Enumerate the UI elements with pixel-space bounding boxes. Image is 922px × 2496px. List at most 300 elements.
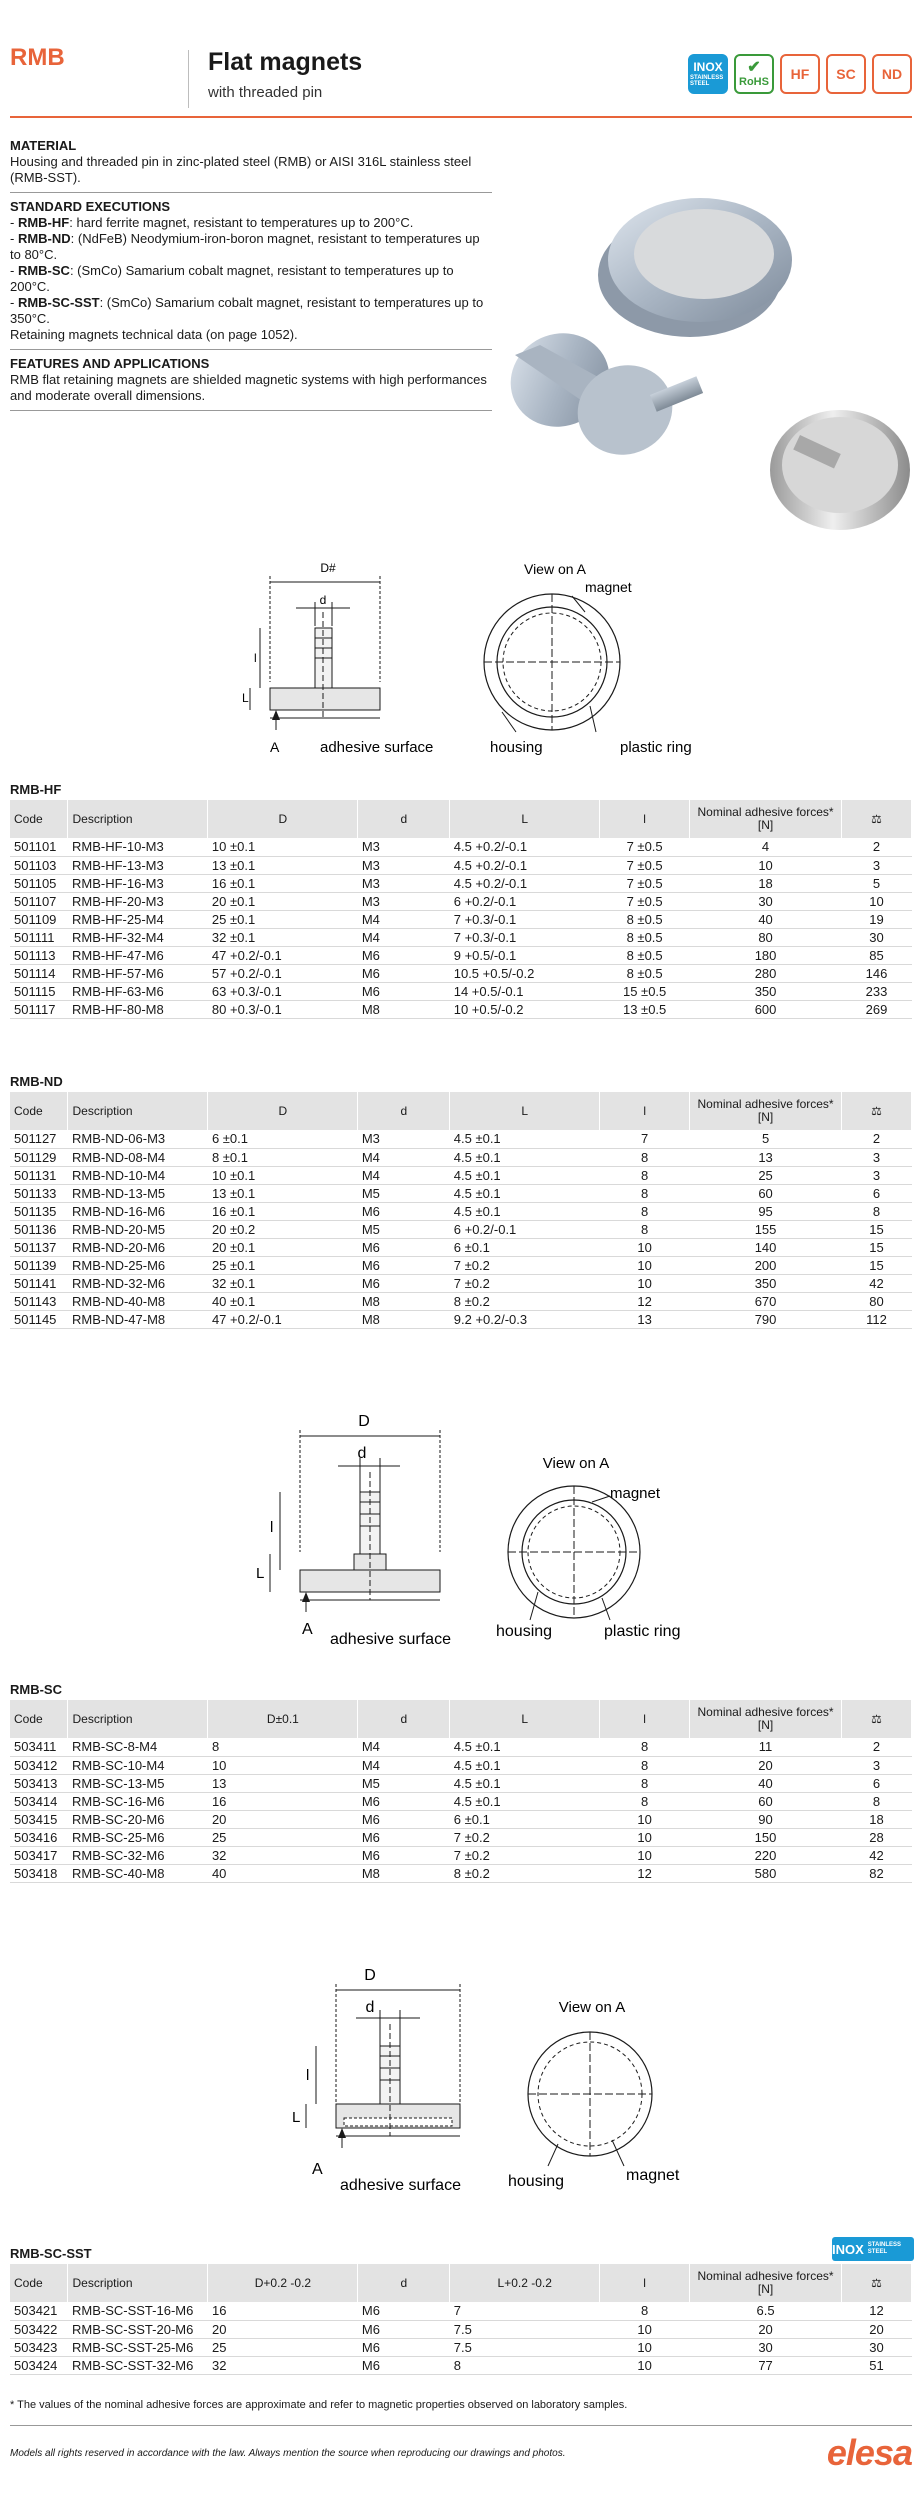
execution-item: - RMB-SC-SST: (SmCo) Samarium cobalt magnet, resistant to temperatures up to 350°C. xyxy=(10,295,484,326)
table-cell: RMB-ND-10-M4 xyxy=(68,1166,208,1184)
table-row xyxy=(10,1130,912,1148)
table-cell: RMB-HF-57-M6 xyxy=(68,964,208,982)
table-cell: 32 xyxy=(208,2356,358,2374)
table-row xyxy=(10,874,912,892)
table-cell: 4.5 +0.2/-0.1 xyxy=(450,838,600,856)
table-cell: 8 xyxy=(600,1756,690,1774)
weight-icon: ⚖ xyxy=(842,2264,912,2302)
table-cell: 10 xyxy=(690,856,842,874)
table-row xyxy=(10,2302,912,2320)
table-cell: 8 xyxy=(600,2302,690,2320)
table-row xyxy=(10,1792,912,1810)
column-header: L xyxy=(450,1700,600,1738)
table-cell: 8 ±0.5 xyxy=(600,964,690,982)
table-cell: 25 ±0.1 xyxy=(208,910,358,928)
table-row xyxy=(10,1292,912,1310)
table-cell: 670 xyxy=(690,1292,842,1310)
table-row xyxy=(10,1184,912,1202)
sc-badge: SC xyxy=(826,54,866,94)
table-row xyxy=(10,2338,912,2356)
adhesive-surface-label: adhesive surface xyxy=(340,2177,461,2194)
table-header-row xyxy=(10,2264,912,2302)
table-cell: 5 xyxy=(841,874,911,892)
table-cell: M4 xyxy=(358,910,450,928)
table-cell: 8 xyxy=(450,2356,600,2374)
table-cell: 8 xyxy=(600,1774,690,1792)
execution-item: - RMB-SC: (SmCo) Samarium cobalt magnet, resistant to temperatures up to 200°C. xyxy=(10,263,454,294)
table-cell: 15 xyxy=(842,1256,912,1274)
column-header: Description xyxy=(68,1700,208,1738)
table-row xyxy=(10,1000,912,1018)
table-cell: 501143 xyxy=(10,1292,68,1310)
table-cell: 13 ±0.1 xyxy=(208,1184,358,1202)
table-cell: 7 +0.3/-0.1 xyxy=(450,928,600,946)
table-cell: M8 xyxy=(358,1292,450,1310)
table-cell: 503416 xyxy=(10,1828,68,1846)
table-title-nd: RMB-ND xyxy=(10,1074,63,1089)
housing-label: housing xyxy=(490,739,543,756)
table-cell: RMB-ND-40-M8 xyxy=(68,1292,208,1310)
table-cell: 25 xyxy=(208,1828,358,1846)
table-cell: RMB-ND-20-M6 xyxy=(68,1238,208,1256)
table-cell: 32 ±0.1 xyxy=(208,1274,358,1292)
table-cell: M6 xyxy=(358,964,450,982)
dim-l-small: l xyxy=(306,2067,310,2084)
view-on-a-label: View on A xyxy=(558,1999,626,2016)
column-header: D xyxy=(208,800,358,838)
table-row xyxy=(10,2356,912,2374)
table-cell: 30 xyxy=(690,2338,842,2356)
table-cell: RMB-HF-20-M3 xyxy=(68,892,208,910)
executions-heading: STANDARD EXECUTIONS xyxy=(10,199,171,214)
info-panel xyxy=(10,138,492,417)
table-cell: 503418 xyxy=(10,1864,68,1882)
dim-d-big: D# xyxy=(320,561,336,575)
rohs-badge xyxy=(734,54,774,94)
table-cell: RMB-SC-8-M4 xyxy=(68,1738,208,1756)
table-cell: RMB-ND-08-M4 xyxy=(68,1148,208,1166)
table-cell: 40 xyxy=(208,1864,358,1882)
table-cell: 8 xyxy=(600,1166,690,1184)
table-cell: RMB-HF-10-M3 xyxy=(68,838,208,856)
magnet-label: magnet xyxy=(585,579,632,595)
column-header: D±0.1 xyxy=(208,1700,358,1738)
view-a-marker: A xyxy=(312,2161,323,2178)
view-on-a-label: View on A xyxy=(542,1455,610,1472)
table-cell: RMB-HF-32-M4 xyxy=(68,928,208,946)
table-cell: 15 ±0.5 xyxy=(600,982,690,1000)
table-cell: 18 xyxy=(690,874,842,892)
table-cell: 7 xyxy=(600,1130,690,1148)
table-cell: 8 xyxy=(208,1738,358,1756)
table-cell: 4.5 ±0.1 xyxy=(450,1202,600,1220)
table-cell: 4.5 ±0.1 xyxy=(450,1774,600,1792)
table-cell: 30 xyxy=(842,2338,912,2356)
table-cell: 10.5 +0.5/-0.2 xyxy=(450,964,600,982)
table-cell: RMB-SC-10-M4 xyxy=(68,1756,208,1774)
table-cell: RMB-ND-20-M5 xyxy=(68,1220,208,1238)
table-cell: 7 ±0.2 xyxy=(450,1274,600,1292)
table-cell: 20 xyxy=(208,1810,358,1828)
footnote: * The values of the nominal adhesive forces are approximate and refer to magnetic properties observed on laboratory samples. xyxy=(10,2399,628,2411)
table-cell: 18 xyxy=(841,1810,911,1828)
column-header: Nominal adhesive forces* [N] xyxy=(690,1700,842,1738)
table-cell: RMB-HF-47-M6 xyxy=(68,946,208,964)
table-cell: RMB-ND-25-M6 xyxy=(68,1256,208,1274)
table-cell: 4.5 ±0.1 xyxy=(450,1756,600,1774)
table-row xyxy=(10,1846,912,1864)
product-photo xyxy=(500,150,920,550)
table-cell: 60 xyxy=(690,1792,842,1810)
table-cell: 501139 xyxy=(10,1256,68,1274)
table-cell: M8 xyxy=(358,1864,450,1882)
table-cell: M6 xyxy=(358,2302,450,2320)
table-cell: 501114 xyxy=(10,964,68,982)
table-cell: 20 xyxy=(842,2320,912,2338)
table-cell: 7 xyxy=(450,2302,600,2320)
table-cell: 180 xyxy=(690,946,842,964)
table-cell: 95 xyxy=(690,1202,842,1220)
plastic-ring-label: plastic ring xyxy=(604,1623,681,1640)
column-header: Description xyxy=(68,2264,208,2302)
nd-badge: ND xyxy=(872,54,912,94)
table-cell: 155 xyxy=(690,1220,842,1238)
zinc-magnet-side xyxy=(500,317,703,470)
table-cell: RMB-SC-13-M5 xyxy=(68,1774,208,1792)
table-cell: 501136 xyxy=(10,1220,68,1238)
table-cell: 82 xyxy=(841,1864,911,1882)
check-icon: ✔ xyxy=(747,59,761,76)
table-cell: 140 xyxy=(690,1238,842,1256)
table-cell: 15 xyxy=(842,1238,912,1256)
table-cell: 15 xyxy=(842,1220,912,1238)
table-cell: RMB-HF-80-M8 xyxy=(68,1000,208,1018)
table-cell: 501107 xyxy=(10,892,68,910)
column-header: l xyxy=(600,800,690,838)
table-row xyxy=(10,1148,912,1166)
table-cell: 350 xyxy=(690,1274,842,1292)
executions-section xyxy=(10,199,492,350)
table-cell: M3 xyxy=(358,856,450,874)
dim-d-small: d xyxy=(365,1999,375,2016)
column-header: Code xyxy=(10,1092,68,1130)
product-code: RMB xyxy=(10,44,65,71)
features-text: RMB flat retaining magnets are shielded magnetic systems with high performances and moderate overall dimensions. xyxy=(10,372,487,403)
table-cell: 4.5 +0.2/-0.1 xyxy=(450,856,600,874)
column-header: Nominal adhesive forces* [N] xyxy=(690,800,842,838)
hf-badge: HF xyxy=(780,54,820,94)
table-cell: 10 xyxy=(600,2320,690,2338)
table-cell: 80 xyxy=(690,928,842,946)
header-divider xyxy=(188,50,189,108)
table-cell: 47 +0.2/-0.1 xyxy=(208,1310,358,1328)
table-cell: RMB-SC-40-M8 xyxy=(68,1864,208,1882)
table-cell: 8 xyxy=(600,1148,690,1166)
table-cell: 501109 xyxy=(10,910,68,928)
table-cell: 20 ±0.1 xyxy=(208,1238,358,1256)
table-cell: 13 xyxy=(600,1310,690,1328)
inox-label: INOX xyxy=(693,60,723,74)
table-cell: 8 xyxy=(842,1202,912,1220)
table-cell: 7 ±0.5 xyxy=(600,838,690,856)
page-header xyxy=(10,0,912,118)
dim-d-big: D xyxy=(364,1967,376,1984)
table-cell: 200 xyxy=(690,1256,842,1274)
spec-table-sc xyxy=(10,1700,912,1883)
table-cell: 13 xyxy=(690,1148,842,1166)
dim-l-big: L xyxy=(242,691,249,705)
table-cell: 20 xyxy=(208,2320,358,2338)
table-cell: 10 ±0.1 xyxy=(208,1166,358,1184)
weight-icon: ⚖ xyxy=(841,800,911,838)
column-header: L xyxy=(450,800,600,838)
table-cell: 20 xyxy=(690,1756,842,1774)
table-cell: 7 ±0.2 xyxy=(450,1846,600,1864)
table-cell: M6 xyxy=(358,1274,450,1292)
material-section xyxy=(10,138,492,193)
table-cell: M6 xyxy=(358,1846,450,1864)
table-cell: M3 xyxy=(358,838,450,856)
table-cell: 47 +0.2/-0.1 xyxy=(208,946,358,964)
table-cell: RMB-SC-SST-16-M6 xyxy=(68,2302,208,2320)
column-header: d xyxy=(358,800,450,838)
table-cell: 40 ±0.1 xyxy=(208,1292,358,1310)
table-cell: 4.5 ±0.1 xyxy=(450,1792,600,1810)
table-cell: RMB-ND-06-M3 xyxy=(68,1130,208,1148)
adhesive-surface-label: adhesive surface xyxy=(330,1631,451,1648)
column-header: Code xyxy=(10,800,68,838)
table-cell: 12 xyxy=(600,1864,690,1882)
table-cell: 11 xyxy=(690,1738,842,1756)
view-a-marker: A xyxy=(302,1621,313,1638)
table-cell: 42 xyxy=(842,1274,912,1292)
table-cell: 20 ±0.2 xyxy=(208,1220,358,1238)
rights-notice: Models all rights reserved in accordance with the law. Always mention the source when reproducing our drawings and photos. xyxy=(10,2448,566,2459)
table-row xyxy=(10,838,912,856)
adhesive-surface-label: adhesive surface xyxy=(320,739,434,756)
table-row xyxy=(10,1774,912,1792)
table-cell: 501101 xyxy=(10,838,68,856)
table-cell: 4.5 ±0.1 xyxy=(450,1148,600,1166)
table-cell: 10 xyxy=(841,892,911,910)
table-row xyxy=(10,1738,912,1756)
inox-badge xyxy=(688,54,728,94)
table-cell: 6 xyxy=(841,1774,911,1792)
table-cell: M4 xyxy=(358,1148,450,1166)
table-cell: 503415 xyxy=(10,1810,68,1828)
spec-table-hf xyxy=(10,800,912,1019)
table-cell: 790 xyxy=(690,1310,842,1328)
table-cell: 501127 xyxy=(10,1130,68,1148)
table-cell: 40 xyxy=(690,910,842,928)
zinc-magnet-top xyxy=(598,198,792,337)
table-cell: 20 ±0.1 xyxy=(208,892,358,910)
technical-drawing-sst xyxy=(240,1954,700,2204)
table-cell: 25 xyxy=(690,1166,842,1184)
material-heading: MATERIAL xyxy=(10,138,77,153)
table-cell: 580 xyxy=(690,1864,842,1882)
table-cell: 30 xyxy=(841,928,911,946)
table-cell: 350 xyxy=(690,982,842,1000)
table-row xyxy=(10,1220,912,1238)
table-title-sc: RMB-SC xyxy=(10,1682,62,1697)
table-row xyxy=(10,1238,912,1256)
table-cell: RMB-HF-63-M6 xyxy=(68,982,208,1000)
table-header-row xyxy=(10,800,912,838)
inox-sub-label: STAINLESS STEEL xyxy=(867,2242,902,2255)
magnet-label: magnet xyxy=(610,1485,661,1502)
table-cell: 8 ±0.5 xyxy=(600,946,690,964)
table-cell: 8 xyxy=(600,1202,690,1220)
table-cell: M6 xyxy=(358,1256,450,1274)
table-cell: 501115 xyxy=(10,982,68,1000)
table-cell: 4 xyxy=(690,838,842,856)
table-cell: 42 xyxy=(841,1846,911,1864)
view-on-a-label: View on A xyxy=(523,561,587,577)
table-row xyxy=(10,1256,912,1274)
table-cell: RMB-SC-32-M6 xyxy=(68,1846,208,1864)
table-cell: 14 +0.5/-0.1 xyxy=(450,982,600,1000)
table-cell: 501111 xyxy=(10,928,68,946)
column-header: Code xyxy=(10,2264,68,2302)
table-row xyxy=(10,1274,912,1292)
table-cell: M4 xyxy=(358,1166,450,1184)
dim-d-small: d xyxy=(357,1445,367,1462)
table-cell: 10 xyxy=(600,2356,690,2374)
table-cell: 32 ±0.1 xyxy=(208,928,358,946)
table-cell: M3 xyxy=(358,892,450,910)
table-cell: 501135 xyxy=(10,1202,68,1220)
table-cell: 501145 xyxy=(10,1310,68,1328)
table-cell: M6 xyxy=(358,2338,450,2356)
table-cell: 13 xyxy=(208,1774,358,1792)
table-cell: 6 ±0.1 xyxy=(450,1238,600,1256)
table-cell: M8 xyxy=(358,1310,450,1328)
table-cell: 503417 xyxy=(10,1846,68,1864)
column-header: d xyxy=(358,2264,450,2302)
column-header: d xyxy=(358,1700,450,1738)
table-row xyxy=(10,892,912,910)
column-header: Nominal adhesive forces* [N] xyxy=(690,2264,842,2302)
table-cell: RMB-ND-32-M6 xyxy=(68,1274,208,1292)
dim-l-big: L xyxy=(292,2109,301,2126)
table-row xyxy=(10,928,912,946)
rohs-label: RoHS xyxy=(739,76,769,88)
table-cell: 25 xyxy=(208,2338,358,2356)
material-text: Housing and threaded pin in zinc-plated steel (RMB) or AISI 316L stainless steel (RMB-SST). xyxy=(10,154,472,185)
column-header: D+0.2 -0.2 xyxy=(208,2264,358,2302)
table-cell: 51 xyxy=(842,2356,912,2374)
table-cell: 8 ±0.5 xyxy=(600,928,690,946)
table-cell: M6 xyxy=(358,1202,450,1220)
table-cell: 6 +0.2/-0.1 xyxy=(450,1220,600,1238)
plastic-ring-label: plastic ring xyxy=(620,739,692,756)
table-cell: 77 xyxy=(690,2356,842,2374)
table-cell: 10 xyxy=(600,2338,690,2356)
table-header-row xyxy=(10,1092,912,1130)
table-row xyxy=(10,2320,912,2338)
table-cell: RMB-HF-25-M4 xyxy=(68,910,208,928)
table-cell: 57 +0.2/-0.1 xyxy=(208,964,358,982)
inox-sub-label: STAINLESS STEEL xyxy=(690,75,724,87)
weight-icon: ⚖ xyxy=(841,1700,911,1738)
table-cell: 7 ±0.2 xyxy=(450,1256,600,1274)
table-cell: 10 xyxy=(600,1274,690,1292)
table-cell: 10 xyxy=(600,1256,690,1274)
technical-drawing-sc xyxy=(240,1402,700,1652)
table-title-hf: RMB-HF xyxy=(10,782,62,797)
table-cell: 8 xyxy=(600,1184,690,1202)
table-cell: 16 xyxy=(208,2302,358,2320)
table-cell: 90 xyxy=(690,1810,842,1828)
table-cell: 12 xyxy=(600,1292,690,1310)
table-cell: 280 xyxy=(690,964,842,982)
table-cell: 269 xyxy=(841,1000,911,1018)
table-cell: 2 xyxy=(842,1130,912,1148)
table-row xyxy=(10,1166,912,1184)
table-cell: 7 ±0.5 xyxy=(600,874,690,892)
table-cell: 503421 xyxy=(10,2302,68,2320)
table-cell: 5 xyxy=(690,1130,842,1148)
table-cell: 4.5 ±0.1 xyxy=(450,1166,600,1184)
table-cell: 600 xyxy=(690,1000,842,1018)
table-cell: 3 xyxy=(841,1756,911,1774)
table-cell: 10 xyxy=(600,1238,690,1256)
table-cell: 40 xyxy=(690,1774,842,1792)
table-row xyxy=(10,1202,912,1220)
steel-magnet xyxy=(770,410,910,530)
column-header: Description xyxy=(68,1092,208,1130)
table-cell: 7 ±0.2 xyxy=(450,1828,600,1846)
table-cell: M4 xyxy=(358,1738,450,1756)
table-cell: 16 ±0.1 xyxy=(208,874,358,892)
table-row xyxy=(10,1810,912,1828)
table-cell: RMB-SC-25-M6 xyxy=(68,1828,208,1846)
table-cell: 12 xyxy=(842,2302,912,2320)
spec-table-nd xyxy=(10,1092,912,1329)
table-row xyxy=(10,946,912,964)
table-cell: 4.5 +0.2/-0.1 xyxy=(450,874,600,892)
table-row xyxy=(10,910,912,928)
table-cell: 501131 xyxy=(10,1166,68,1184)
table-cell: 4.5 ±0.1 xyxy=(450,1130,600,1148)
table-cell: 6.5 xyxy=(690,2302,842,2320)
table-cell: 10 xyxy=(208,1756,358,1774)
table-cell: RMB-ND-13-M5 xyxy=(68,1184,208,1202)
table-cell: M6 xyxy=(358,2320,450,2338)
table-cell: RMB-SC-16-M6 xyxy=(68,1792,208,1810)
table-cell: 80 xyxy=(842,1292,912,1310)
table-cell: 25 ±0.1 xyxy=(208,1256,358,1274)
table-row xyxy=(10,1756,912,1774)
table-cell: 32 xyxy=(208,1846,358,1864)
dim-d-big: D xyxy=(358,1413,370,1430)
column-header: L+0.2 -0.2 xyxy=(450,2264,600,2302)
table-cell: 7 +0.3/-0.1 xyxy=(450,910,600,928)
features-heading: FEATURES AND APPLICATIONS xyxy=(10,356,210,371)
table-cell: 3 xyxy=(842,1166,912,1184)
table-cell: 8 ±0.2 xyxy=(450,1864,600,1882)
table-cell: 220 xyxy=(690,1846,842,1864)
technical-drawing-hf-nd xyxy=(240,542,700,772)
table-cell: 503412 xyxy=(10,1756,68,1774)
table-cell: 28 xyxy=(841,1828,911,1846)
weight-icon: ⚖ xyxy=(842,1092,912,1130)
table-cell: RMB-ND-47-M8 xyxy=(68,1310,208,1328)
table-row xyxy=(10,1310,912,1328)
column-header: D xyxy=(208,1092,358,1130)
table-cell: 16 xyxy=(208,1792,358,1810)
